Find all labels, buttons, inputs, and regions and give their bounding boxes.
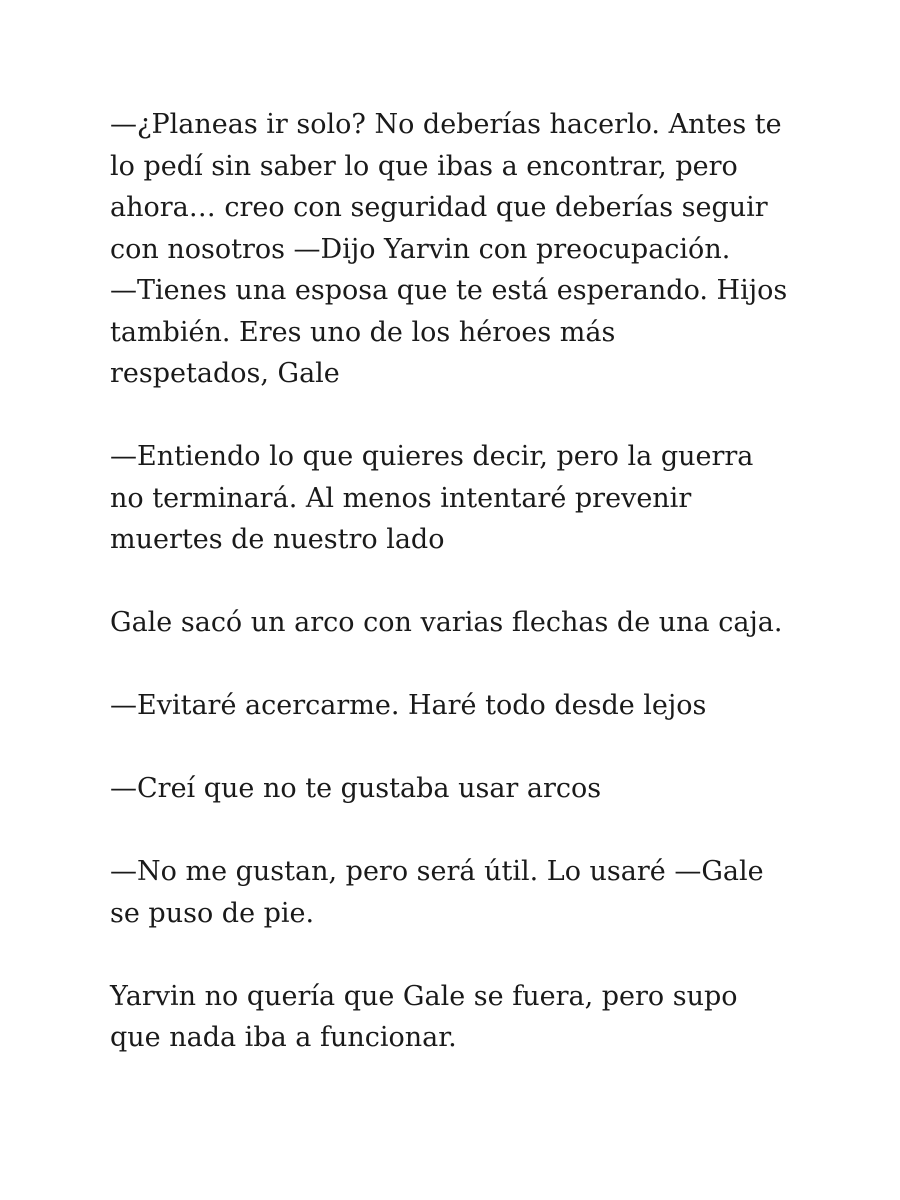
paragraph-5 <box>110 768 840 810</box>
paragraph-7 <box>110 976 840 1059</box>
text-line: lo pedí sin saber lo que ibas a encontrar, pero <box>110 150 738 182</box>
paragraph-3 <box>110 602 840 644</box>
text-line: —¿Planeas ir solo? No deberías hacerlo. Antes te <box>110 109 782 140</box>
text-line: también. Eres uno de los héroes más <box>110 316 616 348</box>
text-line: Gale sacó un arco con varias flechas de una caja. <box>110 607 783 638</box>
text-line: —Evitaré acercarme. Haré todo desde lejos <box>110 690 707 721</box>
text-line: —Entiendo lo que quieres decir, pero la guerra <box>110 441 754 472</box>
text-line: no terminará. Al menos intentaré prevenir <box>110 482 692 514</box>
text-line: que nada iba a funcionar. <box>110 1022 457 1053</box>
text-line: respetados, Gale <box>110 358 340 389</box>
text-line: Yarvin no quería que Gale se fuera, pero supo <box>110 980 738 1012</box>
paragraph-2 <box>110 436 840 561</box>
paragraph-4 <box>110 685 840 727</box>
text-line: —Creí que no te gustaba usar arcos <box>110 773 602 804</box>
text-line: con nosotros —Dijo Yarvin con preocupación. <box>110 233 731 265</box>
text-line: se puso de pie. <box>110 897 315 929</box>
text-line: ahora… creo con seguridad que deberías seguir <box>110 192 768 223</box>
text-line: —Tienes una esposa que te está esperando. Hijos <box>110 275 788 306</box>
text-line: —No me gustan, pero será útil. Lo usaré —Gale <box>110 856 764 887</box>
paragraph-6 <box>110 851 840 934</box>
text-line: muertes de nuestro lado <box>110 524 445 555</box>
paragraph-1 <box>110 104 840 395</box>
